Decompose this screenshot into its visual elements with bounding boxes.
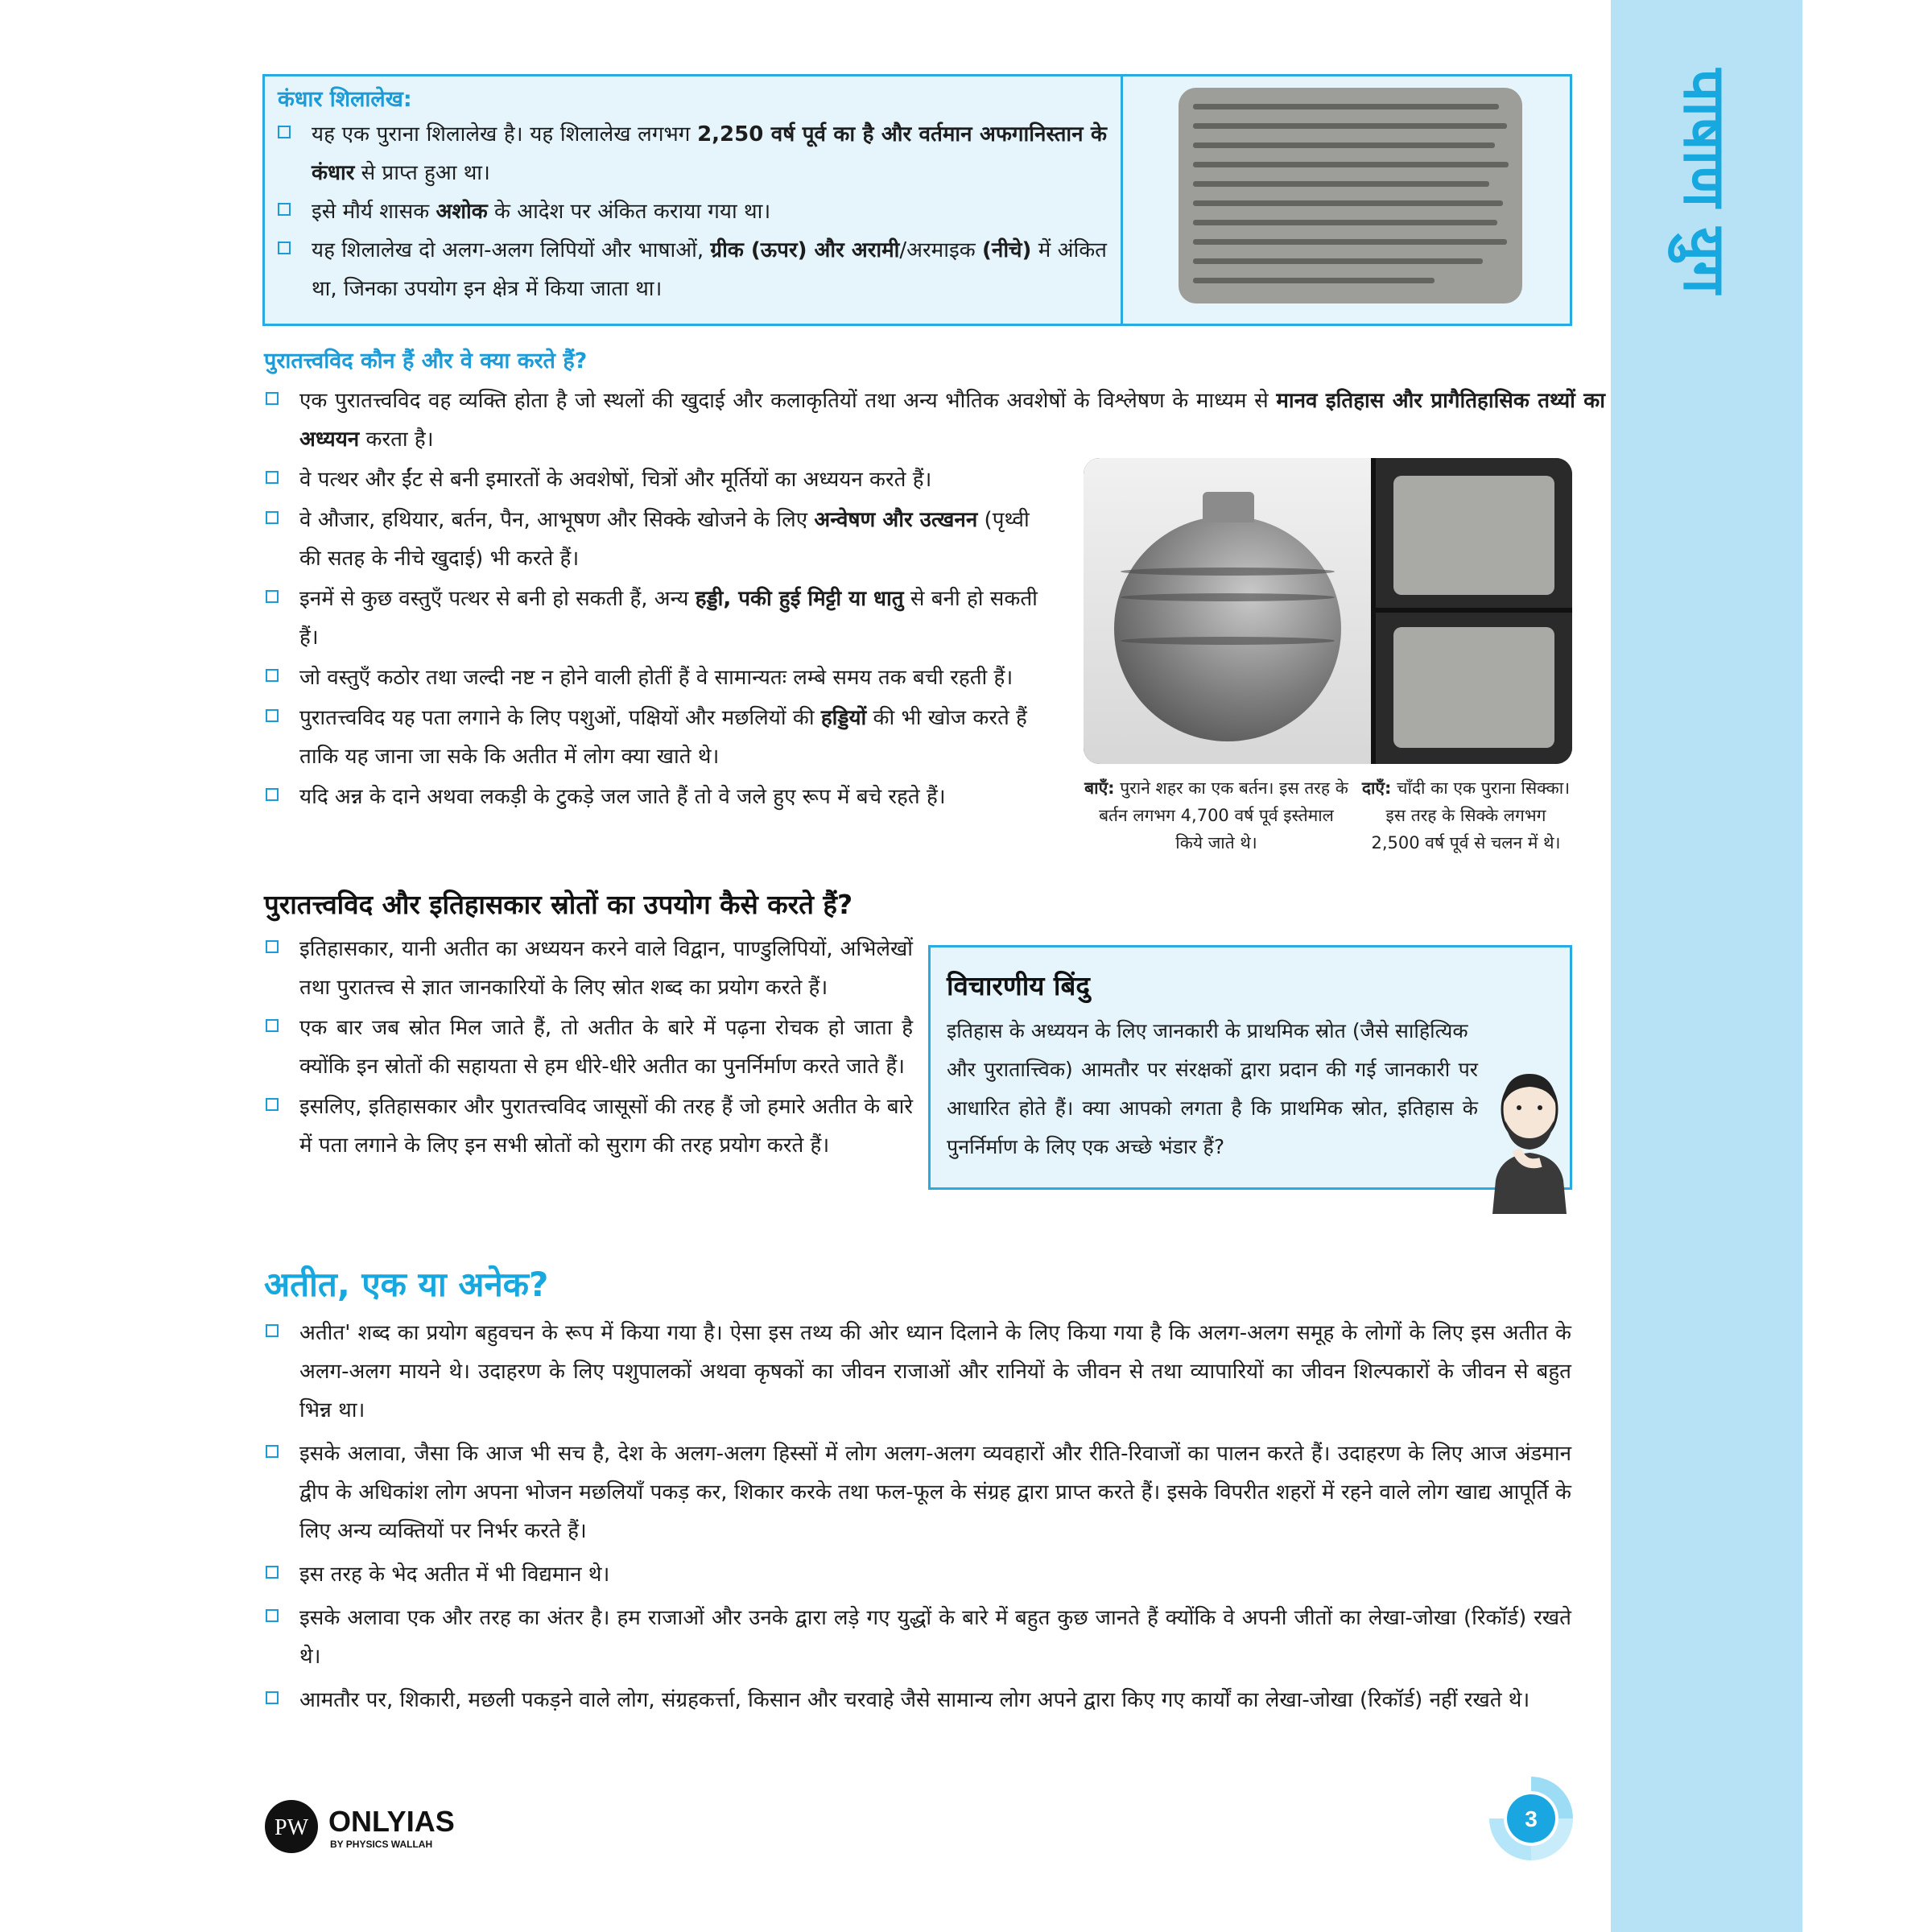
checkbox-bullet-icon xyxy=(266,1019,279,1032)
inscription-line xyxy=(1193,278,1435,283)
onlyias-logo xyxy=(262,1798,496,1856)
checkbox-bullet-icon xyxy=(266,511,279,524)
pot-band xyxy=(1121,568,1335,576)
list-item: इसलिए, इतिहासकार और पुरातत्त्वविद जासूसों की तरह हैं जो हमारे अतीत के बारे में पता लगाने के लिए इन सभी स्रोतों को सुराग की तरह प्रयोग करते हैं। xyxy=(266,1088,913,1165)
past-heading: अतीत, एक या अनेक? xyxy=(264,1265,549,1304)
checkbox-bullet-icon xyxy=(266,788,279,801)
inscription-line xyxy=(1193,142,1495,148)
checkbox-bullet-icon xyxy=(278,126,291,138)
sources-list xyxy=(266,930,913,1165)
pot-caption: बाएँ: पुराने शहर का एक बर्तन। इस तरह के बर्तन लगभग 4,700 वर्ष पूर्व इस्तेमाल किये जाते थे। xyxy=(1084,778,1348,852)
past-list xyxy=(266,1314,1571,1719)
pot-body-shape xyxy=(1114,516,1341,741)
list-item: इतिहासकार, यानी अतीत का अध्ययन करने वाले विद्वान, पाण्डुलिपियों, अभिलेखों तथा पुरातत्त्व से ज्ञात जानकारियों के लिए स्रोत शब्द का प्रयोग करते हैं। xyxy=(266,930,913,1007)
list-item: यदि अन्न के दाने अथवा लकड़ी के टुकड़े जल जाते हैं तो वे जले हुए रूप में बचे रहते हैं। xyxy=(266,778,1046,816)
box-divider xyxy=(1121,76,1123,324)
checkbox-bullet-icon xyxy=(266,1445,279,1458)
list-item: एक बार जब स्रोत मिल जाते हैं, तो अतीत के बारे में पढ़ना रोचक हो जाता है क्योंकि इन स्रोतों की सहायता से हम धीरे-धीरे अतीत का पुनर्निर्माण करते जाते हैं। xyxy=(266,1009,913,1086)
list-item: यह एक पुराना शिलालेख है। यह शिलालेख लगभग 2,250 वर्ष पूर्व का है और वर्तमान अफगानिस्तान के कंधार से प्राप्त हुआ था। xyxy=(278,115,1107,192)
kandhar-list xyxy=(278,115,1107,308)
sources-heading: पुरातत्त्वविद और इतिहासकार स्रोतों का उपयोग कैसे करते हैं? xyxy=(264,889,853,920)
inscription-line xyxy=(1193,104,1499,109)
checkbox-bullet-icon xyxy=(266,590,279,603)
list-item: अतीत' शब्द का प्रयोग बहुवचन के रूप में किया गया है। ऐसा इस तथ्य की ओर ध्यान दिलाने के लिए किया गया है कि अलग-अलग समूह के लोगों के लिए इस अतीत के अलग-अलग मायने थे। उदाहरण के लिए पशुपालकों अथवा कृषकों का जीवन राजाओं और रानियों के जीवन से तथा व्यापारियों का जीवन शिल्पकारों के जीवन से बहुत भिन्न था। xyxy=(266,1314,1571,1430)
kandhar-box-title: कंधार शिलालेख: xyxy=(278,87,412,112)
checkbox-bullet-icon xyxy=(266,709,279,722)
coin-caption: दाएँ: चाँदी का एक पुराना सिक्का। इस तरह के सिक्के लगभग 2,500 वर्ष पूर्व से चलन में थे। xyxy=(1361,778,1571,852)
checkbox-bullet-icon xyxy=(266,1566,279,1579)
checkbox-bullet-icon xyxy=(266,1324,279,1337)
checkbox-bullet-icon xyxy=(266,1609,279,1622)
checkbox-bullet-icon xyxy=(266,471,279,484)
checkbox-bullet-icon xyxy=(278,242,291,254)
inscription-line xyxy=(1193,200,1503,206)
thinking-man-illustration xyxy=(1484,1059,1575,1214)
coin-photo-bottom xyxy=(1376,613,1572,764)
checkbox-bullet-icon xyxy=(266,1691,279,1704)
coin-shape xyxy=(1393,476,1554,595)
inscription-line xyxy=(1193,258,1483,264)
list-item: वे पत्थर और ईंट से बनी इमारतों के अवशेषों, चित्रों और मूर्तियों का अध्ययन करते हैं। xyxy=(266,460,1046,499)
think-point-text: इतिहास के अध्ययन के लिए जानकारी के प्राथमिक स्रोत (जैसे साहित्यिक और पुरातात्त्विक) आमतौर पर संरक्षकों द्वारा प्रदान की गई जानकारी पर आधारित होते हैं। क्या आपको लगता है कि प्राथमिक स्रोत, इतिहास के पुनर्निर्माण के लिए एक अच्छे भंडार हैं? xyxy=(947,1019,1478,1158)
list-item: इसके अलावा एक और तरह का अंतर है। हम राजाओं और उनके द्वारा लड़े गए युद्धों के बारे में बहुत कुछ जानते हैं क्योंकि वे अपनी जीतों का लेखा-जोखा (रिकॉर्ड) रखते थे। xyxy=(266,1599,1571,1676)
list-item: इसे मौर्य शासक अशोक के आदेश पर अंकित कराया गया था। xyxy=(278,192,1107,231)
list-item: आमतौर पर, शिकारी, मछली पकड़ने वाले लोग, संग्रहकर्त्ता, किसान और चरवाहे जैसे सामान्य लोग अपने द्वारा किए गए कार्यों का लेखा-जोखा (रिकॉर्ड) नहीं रखते थे। xyxy=(266,1681,1571,1719)
chapter-side-title: पाषाण युग xyxy=(1671,68,1740,294)
list-item: इनमें से कुछ वस्तुएँ पत्थर से बनी हो सकती हैं, अन्य हड्डी, पकी हुई मिट्टी या धातु से बनी हो सकती हैं। xyxy=(266,580,1046,657)
think-point-box xyxy=(928,945,1572,1190)
pot-band xyxy=(1121,637,1335,645)
list-item: इस तरह के भेद अतीत में भी विद्यमान थे। xyxy=(266,1555,1571,1594)
pot-neck-shape xyxy=(1203,492,1254,522)
artifact-photos xyxy=(1084,458,1572,764)
checkbox-bullet-icon xyxy=(266,669,279,682)
inscription-line xyxy=(1193,239,1507,245)
list-item: इसके अलावा, जैसा कि आज भी सच है, देश के अलग-अलग हिस्सों में लोग अलग-अलग व्यवहारों और रीति-रिवाजों का पालन करते हैं। उदाहरण के लिए आज अंडमान द्वीप के अधिकांश लोग अपना भोजन मछलियाँ पकड़ कर, शिकार करके तथा फल-फूल के संग्रह द्वारा प्राप्त करते हैं। इसके विपरीत शहरों में रहने वाले लोग खाद्य आपूर्ति के लिए अन्य व्यक्तियों पर निर्भर करते हैं। xyxy=(266,1435,1571,1550)
archaeologist-list xyxy=(266,460,1046,816)
inscription-line xyxy=(1193,220,1497,225)
list-item: पुरातत्त्वविद यह पता लगाने के लिए पशुओं, पक्षियों और मछलियों की हड्डियों की भी खोज करते हैं ताकि यह जाना जा सके कि अतीत में लोग क्या खाते थे। xyxy=(266,699,1046,776)
inscription-line xyxy=(1193,181,1489,187)
logo-brand-text: ONLYIAS xyxy=(328,1805,455,1838)
list-item: जो वस्तुएँ कठोर तथा जल्दी नष्ट न होने वाली होतीं हैं वे सामान्यतः लम्बे समय तक बची रहती हैं। xyxy=(266,658,1046,697)
checkbox-bullet-icon xyxy=(266,940,279,953)
checkbox-bullet-icon xyxy=(278,203,291,216)
pot-photo xyxy=(1084,458,1371,764)
logo-tagline-text: BY PHYSICS WALLAH xyxy=(330,1839,433,1850)
think-point-title: विचारणीय बिंदु xyxy=(947,970,1090,1001)
coin-photo-top xyxy=(1376,458,1572,608)
checkbox-bullet-icon xyxy=(266,1098,279,1111)
page-number-badge xyxy=(1486,1773,1576,1864)
list-item: वे औजार, हथियार, बर्तन, पैन, आभूषण और सिक्के खोजने के लिए अन्वेषण और उत्खनन (पृथ्वी की सतह के नीचे खुदाई) भी करते हैं। xyxy=(266,501,1046,578)
logo-mark-text: PW xyxy=(275,1815,308,1840)
inscription-stone-image xyxy=(1179,88,1522,303)
coin-shape xyxy=(1393,627,1554,748)
inscription-line xyxy=(1193,123,1507,129)
list-item: यह शिलालेख दो अलग-अलग लिपियों और भाषाओं, ग्रीक (ऊपर) और अरामी/अरमाइक (नीचे) में अंकित था, जिनका उपयोग इन क्षेत्र में किया जाता था। xyxy=(278,231,1107,308)
pot-band xyxy=(1121,593,1335,601)
page-number: 3 xyxy=(1525,1806,1538,1831)
inscription-line xyxy=(1193,162,1509,167)
kandhar-inscription-box xyxy=(262,74,1572,326)
archaeologist-heading: पुरातत्त्वविद कौन हैं और वे क्या करते हैं? xyxy=(264,349,588,374)
checkbox-bullet-icon xyxy=(266,392,279,405)
list-item: एक पुरातत्त्वविद वह व्यक्ति होता है जो स्थलों की खुदाई और कलाकृतियों तथा अन्य भौतिक अवशेषों के विश्लेषण के माध्यम से मानव इतिहास और प्रागैतिहासिक तथ्यों का अध्ययन करता है। xyxy=(266,382,1605,459)
